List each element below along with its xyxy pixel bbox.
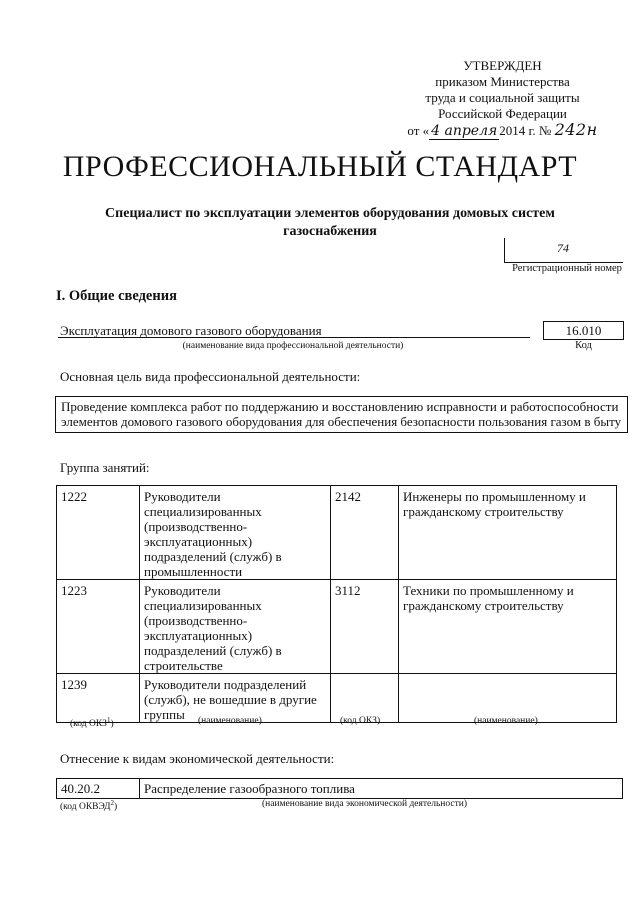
handwritten-date: 4 апреля <box>431 123 498 139</box>
table-row <box>57 580 617 674</box>
okved-table <box>56 778 623 799</box>
occupation-table <box>56 485 617 723</box>
okz-code: 3112 <box>331 580 399 674</box>
okz-name: Руководители специализированных (производственно-эксплуатационных) подразделений (служб) в промышленности <box>140 486 331 580</box>
activity-code: 16.010 <box>543 321 624 340</box>
table-row <box>57 486 617 580</box>
okved-code: 40.20.2 <box>57 779 140 799</box>
okz-code-caption: (код ОКЗ$^1$) <box>70 716 114 730</box>
okved-label: Отнесение к видам экономической деятельности: <box>60 751 335 766</box>
okz-name: Руководители специализированных (производственно-эксплуатационных) подразделений (служб) в строительстве <box>140 580 331 674</box>
okz-name-caption: (наименование) <box>198 716 262 726</box>
registration-number-label: Регистрационный номер <box>512 263 622 274</box>
okz-code-caption-2: (код ОКЗ) <box>340 716 381 726</box>
registration-number: 74 <box>557 241 569 255</box>
okved-name-caption: (наименование вида экономической деятельности) <box>262 799 467 809</box>
activity-caption: (наименование вида профессиональной деятельности) <box>182 341 404 351</box>
okz-name: Техники по промышленному и гражданскому строительству <box>399 580 617 674</box>
okz-name: Инженеры по промышленному и гражданскому строительству <box>399 486 617 580</box>
activity-name: Эксплуатация домового газового оборудования <box>60 323 322 338</box>
document-title: ПРОФЕССИОНАЛЬНЫЙ СТАНДАРТ <box>62 150 578 183</box>
okz-name-caption-2: (наименование) <box>474 716 538 726</box>
section-title: I. Общие сведения <box>56 288 177 304</box>
okved-name: Распределение газообразного топлива <box>140 779 623 799</box>
okz-code: 1222 <box>57 486 140 580</box>
okz-code: 1223 <box>57 580 140 674</box>
approval-country-line: Российской Федерации <box>438 106 567 121</box>
okz-code: 2142 <box>331 486 399 580</box>
activity-code-caption: Код <box>575 340 592 351</box>
date-prefix: от « <box>407 123 430 138</box>
document-subtitle: Специалист по эксплуатации элементов оборудования домовых систем газоснабжения <box>105 206 555 239</box>
occupation-group-label: Группа занятий: <box>60 460 150 475</box>
approval-date-line <box>380 122 625 139</box>
approval-heading: УТВЕРЖДЕН <box>463 58 542 73</box>
approval-ministry-line: труда и социальной защиты <box>425 90 580 105</box>
activity-underline <box>58 337 530 338</box>
goal-label: Основная цель вида профессиональной деятельности: <box>60 369 361 384</box>
approval-block <box>380 58 625 139</box>
okz-code: 1239 <box>57 674 140 723</box>
table-row <box>57 779 623 799</box>
okz-name: Руководители подразделений (служб), не вошедшие в другие группы <box>140 674 331 723</box>
handwritten-order-number: 242н <box>554 120 598 139</box>
goal-text: Проведение комплекса работ по поддержанию и восстановлению исправности и работоспособности элементов домового газового оборудования для обеспечения безопасности пользования газом в быту <box>55 396 628 433</box>
date-year: 2014 г. № <box>499 123 552 138</box>
approval-order-line: приказом Министерства <box>435 74 570 89</box>
okved-code-caption: (код ОКВЭД$^2$) <box>60 799 118 813</box>
